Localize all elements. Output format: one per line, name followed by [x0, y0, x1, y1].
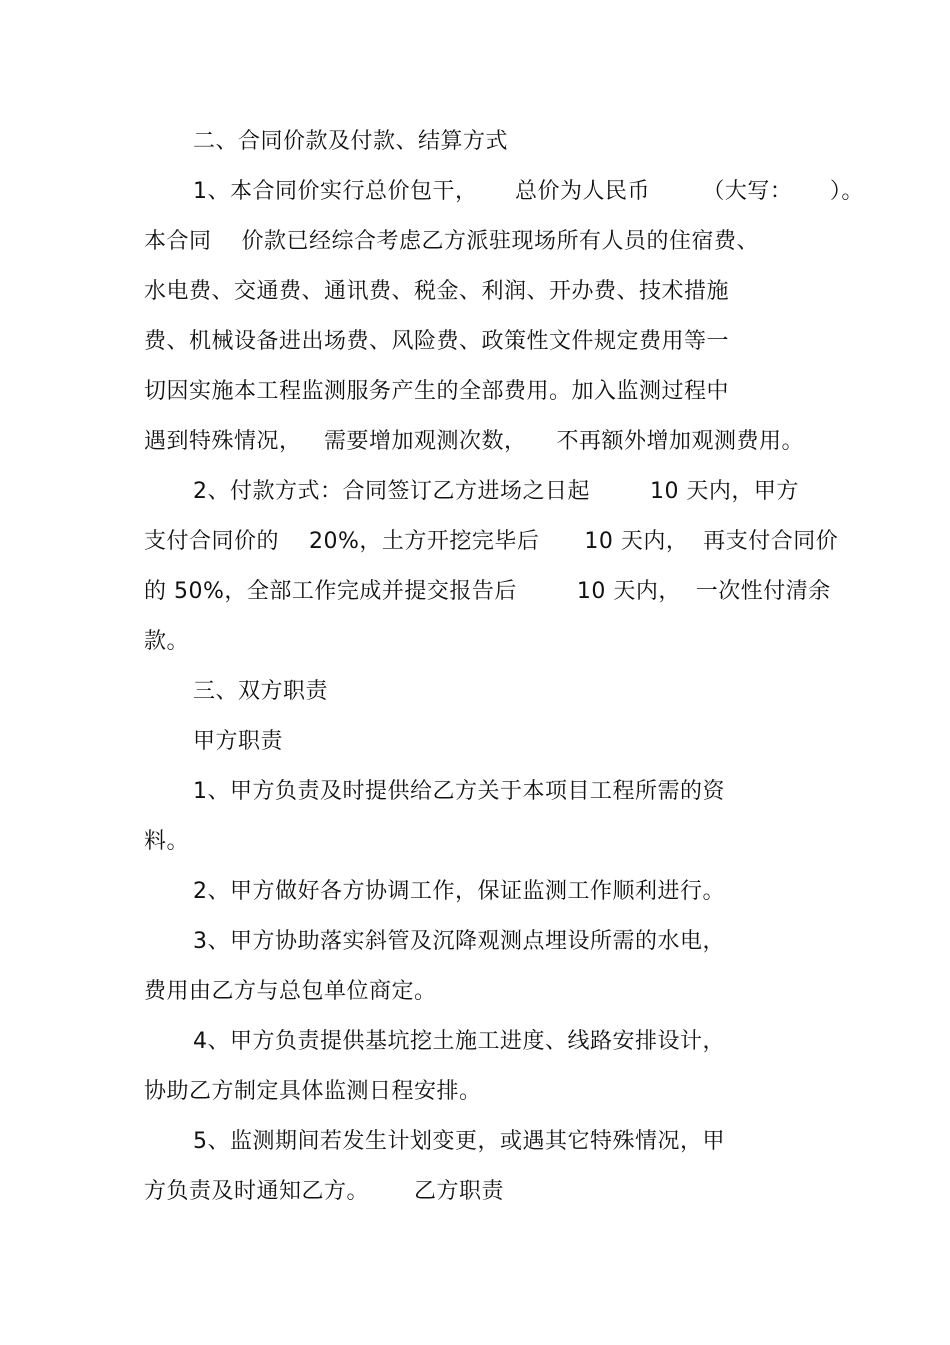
paragraph-line: 5、监测期间若发生计划变更，或遇其它特殊情况，甲	[193, 1129, 725, 1154]
paragraph-line: 1、本合同价实行总价包干， 总价为人民币 （大写： ）。	[193, 179, 864, 204]
paragraph-line: 的 50%，全部工作完成并提交报告后 10 天内， 一次性付清余	[144, 579, 831, 604]
paragraph-line: 水电费、交通费、通讯费、税金、利润、开办费、技术措施	[144, 279, 730, 304]
paragraph-line: 本合同 价款已经综合考虑乙方派驻现场所有人员的住宿费、	[144, 229, 759, 254]
paragraph-line: 3、甲方协助落实斜管及沉降观测点埋设所需的水电，	[193, 929, 725, 954]
paragraph-line: 费、机械设备进出场费、风险费、政策性文件规定费用等一	[144, 329, 730, 354]
paragraph-line: 费用由乙方与总包单位商定。	[144, 979, 437, 1004]
paragraph-line: 1、甲方负责及时提供给乙方关于本项目工程所需的资	[193, 779, 725, 804]
section-heading-responsibilities: 三、双方职责	[193, 679, 329, 704]
section-heading-contract-price: 二、合同价款及付款、结算方式	[193, 129, 509, 154]
paragraph-line: 款。	[144, 629, 190, 654]
paragraph-line: 4、甲方负责提供基坑挖土施工进度、线路安排设计，	[193, 1029, 725, 1054]
paragraph-line: 方负责及时通知乙方。 乙方职责	[144, 1179, 504, 1204]
paragraph-line: 遇到特殊情况， 需要增加观测次数， 不再额外增加观测费用。	[144, 429, 804, 454]
paragraph-line: 2、付款方式：合同签订乙方进场之日起 10 天内，甲方	[193, 479, 799, 504]
paragraph-line: 2、甲方做好各方协调工作，保证监测工作顺利进行。	[193, 879, 725, 904]
paragraph-line: 支付合同价的 20%，土方开挖完毕后 10 天内， 再支付合同价	[144, 529, 839, 554]
paragraph-line: 切因实施本工程监测服务产生的全部费用。加入监测过程中	[144, 379, 730, 404]
paragraph-line: 料。	[144, 829, 190, 854]
subheading-party-a: 甲方职责	[193, 729, 284, 754]
paragraph-line: 协助乙方制定具体监测日程安排。	[144, 1079, 482, 1104]
